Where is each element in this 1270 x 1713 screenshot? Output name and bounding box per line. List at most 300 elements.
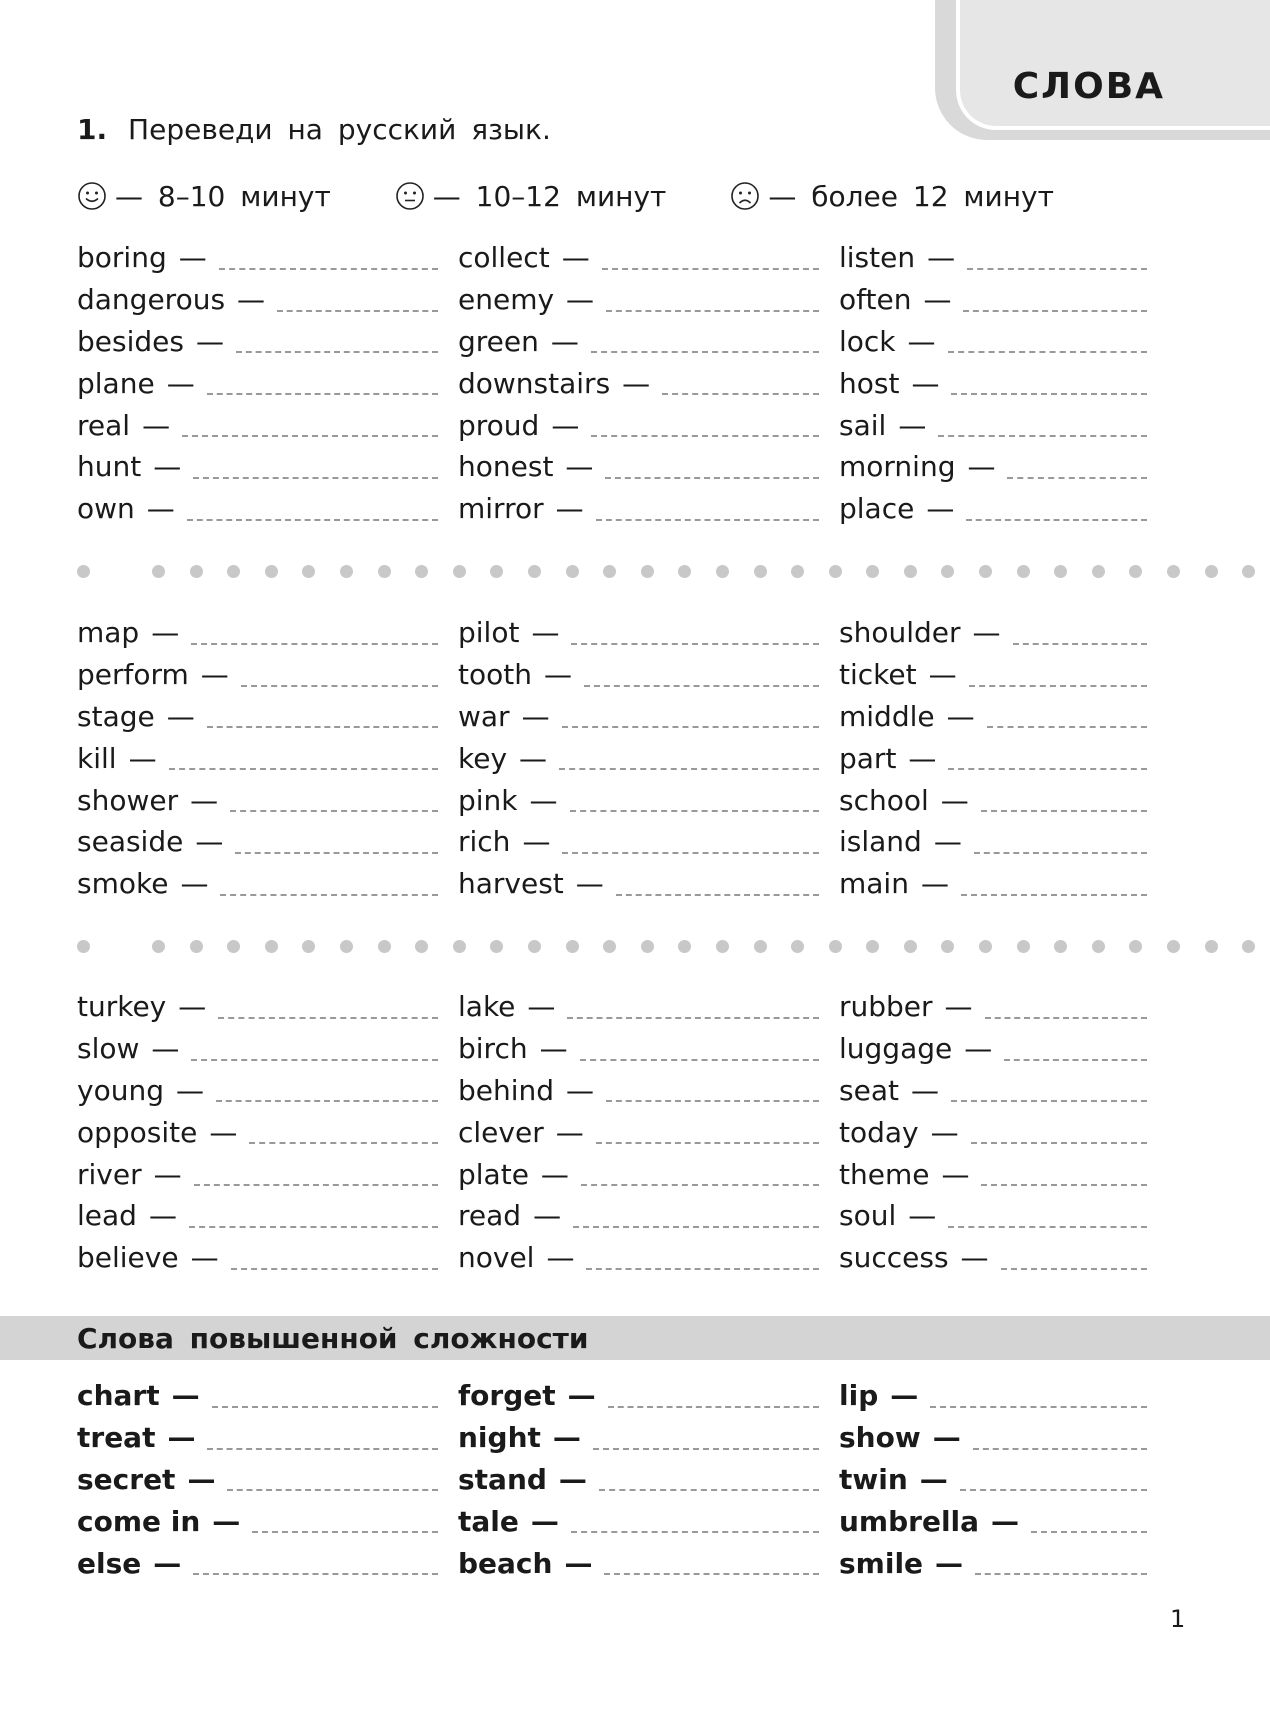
separator-dot	[716, 565, 729, 578]
em-dash: —	[519, 741, 548, 775]
answer-blank[interactable]	[230, 810, 438, 812]
word-row	[77, 488, 458, 530]
word-row	[77, 1459, 458, 1501]
answer-blank[interactable]	[277, 310, 438, 312]
separator-dot	[415, 940, 428, 953]
english-word: shoulder	[839, 616, 961, 650]
em-dash: —	[237, 283, 266, 317]
word-row	[839, 1070, 1167, 1112]
word-row	[839, 362, 1167, 404]
english-word: hunt	[77, 450, 142, 484]
em-dash: —	[195, 324, 224, 358]
english-word: lake	[458, 990, 516, 1024]
english-word: today	[839, 1115, 919, 1149]
em-dash: —	[561, 241, 590, 275]
em-dash: —	[927, 241, 956, 275]
english-word: show	[839, 1421, 921, 1455]
em-dash: —	[960, 1241, 989, 1275]
em-dash: —	[212, 1504, 241, 1538]
word-row	[839, 1153, 1167, 1195]
word-row	[77, 1375, 458, 1417]
em-dash: —	[530, 1504, 559, 1538]
separator-dot	[979, 940, 992, 953]
english-word: part	[839, 741, 897, 775]
answer-blank[interactable]	[571, 1531, 819, 1533]
legend-item-fast	[77, 180, 331, 213]
em-dash: —	[167, 1421, 196, 1455]
answer-blank[interactable]	[1031, 1531, 1147, 1533]
english-word: forget	[458, 1379, 556, 1413]
answer-blank[interactable]	[571, 643, 819, 645]
word-row	[77, 1028, 458, 1070]
separator-dot	[528, 940, 541, 953]
answer-blank[interactable]	[586, 1268, 819, 1270]
em-dash: —	[964, 1032, 993, 1066]
em-dash: —	[190, 1241, 219, 1275]
word-column	[839, 986, 1167, 1279]
separator-dot	[829, 565, 842, 578]
word-column	[77, 986, 458, 1279]
english-word: smile	[839, 1546, 924, 1580]
answer-blank[interactable]	[235, 852, 438, 854]
em-dash: —	[543, 658, 572, 692]
em-dash: —	[552, 1421, 581, 1455]
separator-dot	[1129, 940, 1142, 953]
answer-blank[interactable]	[599, 1489, 819, 1491]
english-word: ticket	[839, 658, 917, 692]
word-row	[77, 362, 458, 404]
answer-blank[interactable]	[193, 477, 438, 479]
word-row	[458, 362, 839, 404]
separator-dot	[754, 565, 767, 578]
answer-blank[interactable]	[570, 810, 819, 812]
time-legend	[77, 178, 1118, 214]
em-dash: —	[940, 783, 969, 817]
separator-dot	[453, 940, 466, 953]
english-word: enemy	[458, 283, 555, 317]
separator-dot	[791, 940, 804, 953]
answer-blank[interactable]	[236, 351, 438, 353]
english-word: stage	[77, 699, 155, 733]
answer-blank[interactable]	[216, 1100, 438, 1102]
word-row	[458, 612, 839, 654]
answer-blank[interactable]	[580, 1059, 819, 1061]
word-row	[458, 321, 839, 363]
word-column	[77, 237, 458, 530]
answer-blank[interactable]	[662, 393, 819, 395]
legend-text-slow: — более 12 минут	[768, 179, 1054, 213]
english-word: proud	[458, 408, 540, 442]
word-row	[77, 404, 458, 446]
english-word: slow	[77, 1032, 140, 1066]
word-row	[839, 821, 1167, 863]
english-word: place	[839, 492, 915, 526]
legend-text-medium: — 10–12 минут	[432, 179, 667, 213]
word-column	[839, 612, 1167, 905]
answer-blank[interactable]	[562, 726, 819, 728]
answer-blank[interactable]	[559, 768, 819, 770]
answer-blank[interactable]	[981, 810, 1147, 812]
word-column	[458, 237, 839, 530]
separator-dot	[1054, 940, 1067, 953]
sad-face-icon	[730, 181, 760, 211]
english-word: read	[458, 1199, 522, 1233]
english-word: turkey	[77, 990, 167, 1024]
separator-dot	[77, 940, 90, 953]
answer-blank[interactable]	[207, 393, 438, 395]
answer-blank[interactable]	[606, 1100, 819, 1102]
english-word: harvest	[458, 867, 564, 901]
answer-blank[interactable]	[1007, 477, 1147, 479]
word-row	[77, 737, 458, 779]
em-dash: —	[153, 1546, 182, 1580]
answer-blank[interactable]	[567, 1017, 819, 1019]
separator-dot	[190, 940, 203, 953]
english-word: sail	[839, 408, 887, 442]
em-dash: —	[187, 1462, 216, 1496]
english-word: pilot	[458, 616, 520, 650]
answer-blank[interactable]	[212, 1406, 438, 1408]
separator-dot	[566, 565, 579, 578]
answer-blank[interactable]	[969, 685, 1147, 687]
em-dash: —	[533, 1199, 562, 1233]
answer-blank[interactable]	[981, 1184, 1147, 1186]
separator-dot	[528, 565, 541, 578]
separator-dot	[1167, 940, 1180, 953]
separator-dot	[190, 565, 203, 578]
answer-blank[interactable]	[252, 1531, 438, 1533]
word-row	[458, 488, 839, 530]
answer-blank[interactable]	[584, 685, 819, 687]
english-word: else	[77, 1546, 142, 1580]
answer-blank[interactable]	[961, 894, 1147, 896]
english-word: treat	[77, 1421, 156, 1455]
em-dash: —	[930, 1115, 959, 1149]
english-word: school	[839, 783, 929, 817]
english-word: rubber	[839, 990, 933, 1024]
word-row	[77, 821, 458, 863]
separator-dot	[754, 940, 767, 953]
em-dash: —	[522, 825, 551, 859]
word-row	[839, 612, 1167, 654]
answer-blank[interactable]	[975, 1573, 1147, 1575]
word-column	[458, 1375, 839, 1584]
separator-dot	[1092, 940, 1105, 953]
answer-blank[interactable]	[966, 519, 1147, 521]
english-word: come in	[77, 1504, 201, 1538]
word-row	[77, 779, 458, 821]
answer-blank[interactable]	[573, 1226, 819, 1228]
answer-blank[interactable]	[219, 268, 438, 270]
em-dash: —	[178, 990, 207, 1024]
em-dash: —	[622, 366, 651, 400]
separator-dot	[227, 940, 240, 953]
em-dash: —	[923, 283, 952, 317]
answer-blank[interactable]	[249, 1142, 438, 1144]
answer-blank[interactable]	[987, 726, 1147, 728]
em-dash: —	[540, 1157, 569, 1191]
answer-blank[interactable]	[602, 268, 819, 270]
english-word: river	[77, 1157, 142, 1191]
english-word: listen	[839, 241, 916, 275]
answer-blank[interactable]	[220, 894, 438, 896]
em-dash: —	[967, 450, 996, 484]
word-row	[458, 1459, 839, 1501]
answer-blank[interactable]	[951, 1100, 1147, 1102]
answer-blank[interactable]	[973, 1448, 1147, 1450]
separator-dot	[1092, 565, 1105, 578]
answer-blank[interactable]	[938, 435, 1147, 437]
answer-blank[interactable]	[951, 393, 1147, 395]
word-row	[458, 986, 839, 1028]
answer-blank[interactable]	[606, 310, 819, 312]
answer-blank[interactable]	[227, 1489, 438, 1491]
em-dash: —	[151, 616, 180, 650]
dot-separator	[77, 565, 1270, 579]
em-dash: —	[908, 1199, 937, 1233]
separator-dot	[1242, 565, 1255, 578]
english-word: real	[77, 408, 131, 442]
word-row	[458, 1195, 839, 1237]
answer-blank[interactable]	[948, 351, 1147, 353]
answer-blank[interactable]	[193, 1573, 438, 1575]
word-row	[77, 1111, 458, 1153]
em-dash: —	[565, 450, 594, 484]
word-row	[77, 1237, 458, 1279]
separator-dot	[603, 565, 616, 578]
word-row	[458, 404, 839, 446]
word-row	[77, 612, 458, 654]
advanced-title: Слова повышенной сложности	[77, 1321, 589, 1355]
word-row	[77, 446, 458, 488]
neutral-face-icon	[395, 181, 425, 211]
em-dash: —	[153, 1157, 182, 1191]
separator-dot	[1242, 940, 1255, 953]
separator-dot	[603, 940, 616, 953]
separator-dot	[904, 565, 917, 578]
answer-blank[interactable]	[207, 726, 438, 728]
answer-blank[interactable]	[948, 768, 1147, 770]
answer-blank[interactable]	[985, 1017, 1147, 1019]
separator-dot	[77, 565, 90, 578]
legend-item-medium	[395, 180, 667, 213]
separator-dot	[340, 940, 353, 953]
separator-dot	[866, 940, 879, 953]
english-word: behind	[458, 1073, 555, 1107]
answer-blank[interactable]	[591, 351, 819, 353]
word-row	[839, 1237, 1167, 1279]
em-dash: —	[555, 1115, 584, 1149]
word-row	[839, 1028, 1167, 1070]
answer-blank[interactable]	[1004, 1059, 1147, 1061]
answer-blank[interactable]	[191, 643, 438, 645]
answer-blank[interactable]	[971, 1142, 1147, 1144]
answer-blank[interactable]	[963, 310, 1147, 312]
word-row	[77, 1417, 458, 1459]
english-word: map	[77, 616, 140, 650]
word-row	[839, 863, 1167, 905]
english-word: birch	[458, 1032, 528, 1066]
word-row	[458, 863, 839, 905]
english-word: honest	[458, 450, 554, 484]
header-tab-inner	[956, 0, 1270, 130]
em-dash: —	[153, 450, 182, 484]
word-row	[77, 1195, 458, 1237]
answer-blank[interactable]	[189, 1226, 438, 1228]
em-dash: —	[567, 1379, 596, 1413]
english-word: host	[839, 366, 900, 400]
em-dash: —	[146, 492, 175, 526]
answer-blank[interactable]	[596, 1142, 819, 1144]
em-dash: —	[944, 990, 973, 1024]
em-dash: —	[972, 616, 1001, 650]
english-word: believe	[77, 1241, 179, 1275]
separator-dot	[378, 565, 391, 578]
answer-blank[interactable]	[562, 852, 819, 854]
em-dash: —	[575, 867, 604, 901]
word-row	[77, 654, 458, 696]
word-row	[77, 1153, 458, 1195]
word-row	[458, 696, 839, 738]
task-number: 1.	[77, 113, 108, 146]
answer-blank[interactable]	[169, 768, 438, 770]
word-block-2	[77, 612, 1167, 905]
em-dash: —	[166, 366, 195, 400]
em-dash: —	[555, 492, 584, 526]
answer-blank[interactable]	[596, 519, 819, 521]
em-dash: —	[148, 1199, 177, 1233]
answer-blank[interactable]	[207, 1448, 438, 1450]
answer-blank[interactable]	[581, 1184, 819, 1186]
english-word: rich	[458, 825, 511, 859]
answer-blank[interactable]	[194, 1184, 438, 1186]
word-row	[839, 1375, 1167, 1417]
em-dash: —	[178, 241, 207, 275]
em-dash: —	[195, 825, 224, 859]
word-row	[839, 1417, 1167, 1459]
english-word: clever	[458, 1115, 544, 1149]
separator-dot	[678, 940, 691, 953]
word-row	[458, 279, 839, 321]
answer-blank[interactable]	[1013, 643, 1147, 645]
english-word: secret	[77, 1462, 176, 1496]
answer-blank[interactable]	[605, 477, 819, 479]
answer-blank[interactable]	[616, 894, 819, 896]
english-word: dangerous	[77, 283, 226, 317]
separator-dot	[716, 940, 729, 953]
english-word: pink	[458, 783, 518, 817]
english-word: young	[77, 1073, 164, 1107]
answer-blank[interactable]	[930, 1406, 1147, 1408]
separator-dot	[979, 565, 992, 578]
word-row	[839, 654, 1167, 696]
separator-dot	[678, 565, 691, 578]
separator-dot	[265, 940, 278, 953]
word-row	[77, 986, 458, 1028]
em-dash: —	[558, 1462, 587, 1496]
answer-blank[interactable]	[608, 1406, 819, 1408]
separator-dot	[227, 565, 240, 578]
separator-dot	[904, 940, 917, 953]
word-row	[839, 1500, 1167, 1542]
word-row	[77, 279, 458, 321]
em-dash: —	[190, 783, 219, 817]
word-column	[839, 1375, 1167, 1584]
answer-blank[interactable]	[1001, 1268, 1147, 1270]
english-word: war	[458, 699, 510, 733]
em-dash: —	[898, 408, 927, 442]
answer-blank[interactable]	[187, 519, 438, 521]
answer-blank[interactable]	[967, 268, 1147, 270]
answer-blank[interactable]	[231, 1268, 438, 1270]
english-word: boring	[77, 241, 167, 275]
word-row	[458, 1375, 839, 1417]
answer-blank[interactable]	[241, 685, 438, 687]
separator-dot	[866, 565, 879, 578]
english-word: success	[839, 1241, 949, 1275]
word-row	[458, 779, 839, 821]
em-dash: —	[890, 1379, 919, 1413]
answer-blank[interactable]	[948, 1226, 1147, 1228]
word-row	[839, 404, 1167, 446]
separator-dot	[265, 565, 278, 578]
english-word: main	[839, 867, 909, 901]
separator-dot	[1017, 565, 1030, 578]
em-dash: —	[926, 492, 955, 526]
word-row	[458, 1237, 839, 1279]
english-word: seaside	[77, 825, 184, 859]
english-word: own	[77, 492, 135, 526]
separator-dot	[302, 940, 315, 953]
english-word: middle	[839, 699, 935, 733]
word-row	[839, 1195, 1167, 1237]
english-word: morning	[839, 450, 956, 484]
answer-blank[interactable]	[593, 1448, 819, 1450]
answer-blank[interactable]	[960, 1489, 1147, 1491]
separator-dot	[566, 940, 579, 953]
em-dash: —	[546, 1241, 575, 1275]
separator-dot	[641, 565, 654, 578]
em-dash: —	[941, 1157, 970, 1191]
word-row	[458, 737, 839, 779]
em-dash: —	[166, 699, 195, 733]
word-row	[458, 1111, 839, 1153]
word-row	[839, 321, 1167, 363]
separator-dot	[1205, 565, 1218, 578]
em-dash: —	[200, 658, 229, 692]
answer-blank[interactable]	[604, 1573, 819, 1575]
legend-text-fast: — 8–10 минут	[115, 179, 331, 213]
em-dash: —	[907, 324, 936, 358]
english-word: twin	[839, 1462, 908, 1496]
word-row	[458, 654, 839, 696]
answer-blank[interactable]	[974, 852, 1147, 854]
english-word: mirror	[458, 492, 544, 526]
em-dash: —	[566, 1073, 595, 1107]
separator-dot	[1054, 565, 1067, 578]
separator-dot	[152, 565, 165, 578]
em-dash: —	[527, 990, 556, 1024]
english-word: often	[839, 283, 912, 317]
answer-blank[interactable]	[591, 435, 819, 437]
word-block-1	[77, 237, 1167, 530]
answer-blank[interactable]	[218, 1017, 438, 1019]
em-dash: —	[151, 1032, 180, 1066]
em-dash: —	[566, 283, 595, 317]
answer-blank[interactable]	[191, 1059, 438, 1061]
answer-blank[interactable]	[182, 435, 438, 437]
word-row	[839, 446, 1167, 488]
